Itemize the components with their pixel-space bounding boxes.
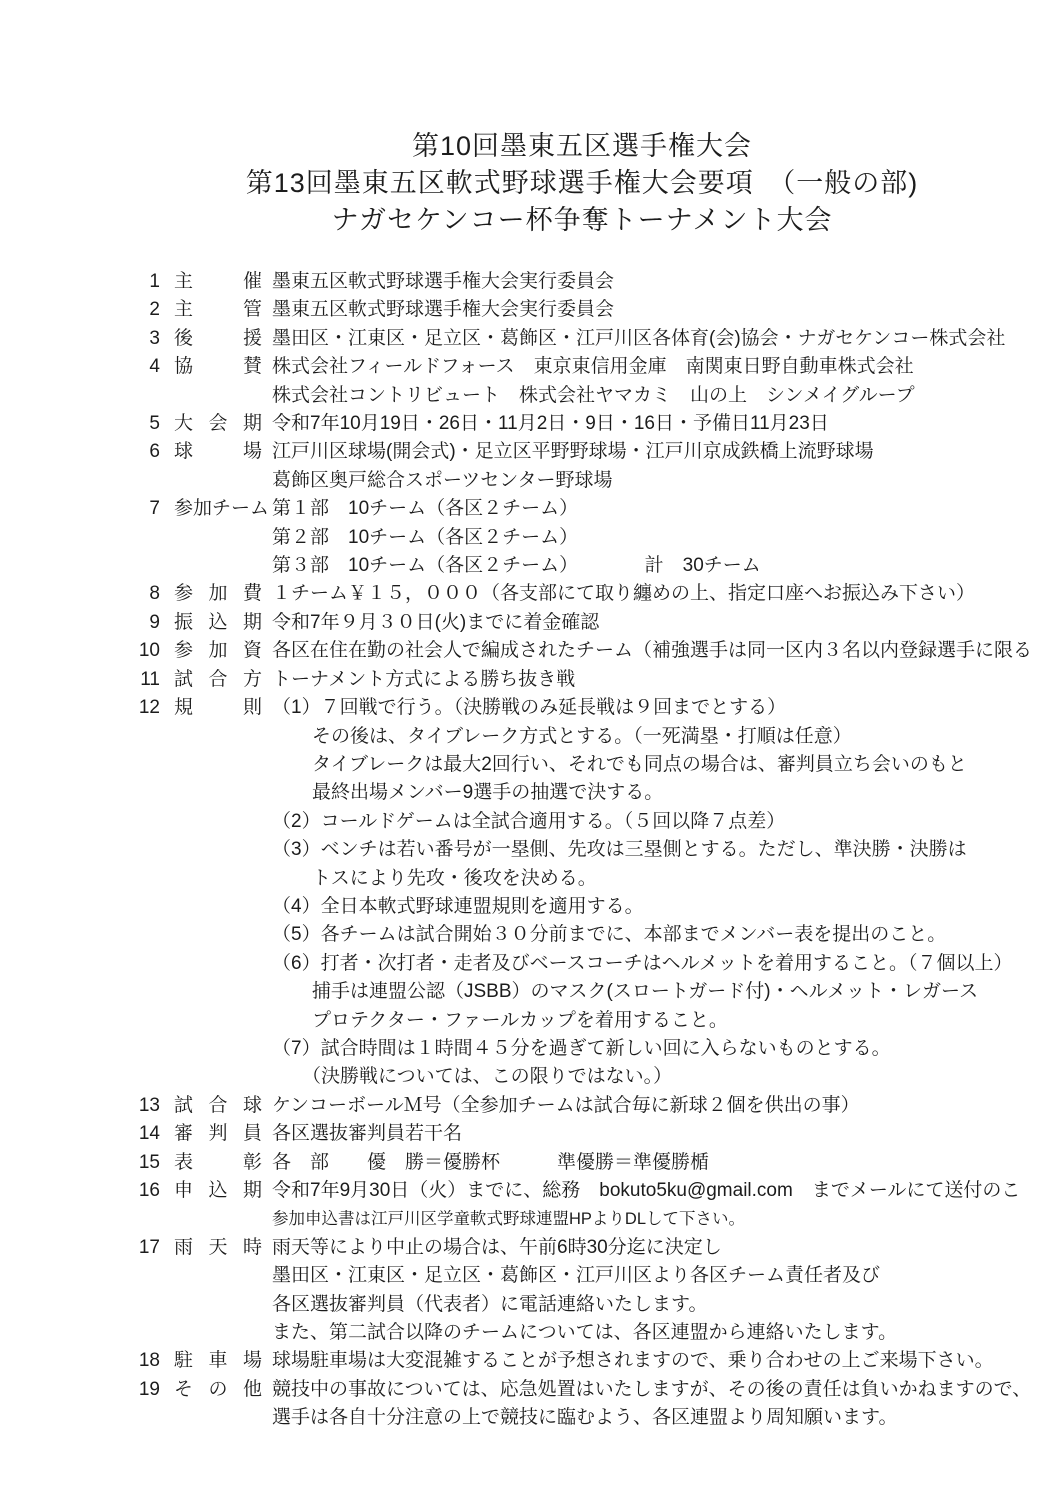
item-content (272, 666, 1042, 694)
item-line: 第２部 10チーム（各区２チーム） (272, 526, 579, 548)
item-number: 11 (140, 668, 160, 690)
item-line: （2）コールドゲームは全試合適用する。（５回以降７点差） (272, 810, 786, 832)
item-content (272, 609, 1042, 637)
item-content (272, 1234, 1042, 1348)
item-row (122, 1092, 1042, 1120)
item-line: その後は、タイブレーク方式とする。（一死満塁・打順は任意） (312, 725, 852, 747)
item-number: 10 (138, 640, 160, 662)
item-content (272, 438, 1042, 495)
item-line: また、第二試合以降のチームについては、各区連盟から連絡いたします。 (272, 1322, 898, 1344)
item-content (272, 296, 1042, 324)
item-line: （3）ベンチは若い番号が一塁側、先攻は三塁側とする。ただし、準決勝・決勝は (272, 839, 967, 861)
item-row (122, 580, 1042, 608)
item-label: 主管 (174, 299, 262, 321)
item-label: 申込期 (174, 1180, 262, 1201)
item-row (122, 325, 1042, 353)
item-number: 5 (149, 413, 160, 435)
item-content (272, 353, 1042, 410)
item-number: 12 (138, 697, 160, 719)
items-list (122, 268, 1042, 1433)
item-number: 1 (149, 271, 160, 292)
item-content (272, 637, 1042, 665)
item-number: 13 (138, 1094, 160, 1116)
item-row (122, 296, 1042, 324)
item-line: 墨田区・江東区・足立区・葛飾区・江戸川区各体育(会)協会・ナガセケンコー株式会社 (272, 327, 1006, 349)
item-label: 協賛 (174, 356, 262, 378)
item-label: 主催 (174, 271, 262, 292)
item-label: 審判員 (174, 1123, 262, 1145)
item-row (122, 438, 1042, 495)
item-content (272, 1177, 1042, 1234)
item-label: 参加費 (174, 583, 262, 605)
item-line: 第１部 10チーム（各区２チーム） (272, 498, 579, 520)
item-content (272, 1347, 1042, 1375)
item-content (272, 325, 1042, 353)
item-number: 17 (138, 1236, 160, 1258)
item-label: 参加チーム (174, 498, 270, 520)
item-line: （決勝戦については、この限りではない。） (302, 1066, 673, 1088)
item-line: 雨天等により中止の場合は、午前6時30分迄に決定し (272, 1236, 722, 1258)
item-row (122, 495, 1042, 580)
item-line: 株式会社フィールドフォース 東京東信用金庫 南関東日野自動車株式会社 (272, 356, 914, 378)
item-number: 9 (149, 611, 160, 633)
item-line: （5）各チームは試合開始３０分前までに、本部までメンバー表を提出のこと。 (272, 924, 947, 946)
item-line: 選手は各自十分注意の上で競技に臨むよう、各区連盟より周知願います。 (272, 1407, 898, 1429)
item-content (272, 1092, 1042, 1120)
item-line: 参加申込書は江戸川区学童軟式野球連盟HPよりDLして下さい。 (272, 1210, 746, 1229)
item-line: トスにより先攻・後攻を決める。 (312, 867, 597, 889)
item-number: 2 (149, 299, 160, 321)
item-row (122, 1376, 1042, 1433)
item-line: ケンコーボールＭ号（全参加チームは試合毎に新球２個を供出の事） (272, 1094, 860, 1116)
item-content (272, 1120, 1042, 1148)
item-label: 参加資 (174, 640, 262, 662)
item-label: その他 (174, 1378, 262, 1400)
document-title (122, 128, 1042, 239)
title-line-2: 第13回墨東五区軟式野球選手権大会要項 （一般の部) (245, 168, 919, 198)
item-line: （1）７回戦で行う。（決勝戦のみ延長戦は９回までとする） (272, 697, 787, 719)
item-row (122, 353, 1042, 410)
item-line: 各 部 優 勝＝優勝杯 準優勝＝準優勝楯 (272, 1151, 710, 1173)
item-line: （7）試合時間は１時間４５分を過ぎて新しい回に入らないものとする。 (272, 1037, 891, 1059)
item-line: 墨田区・江東区・足立区・葛飾区・江戸川区より各区チーム責任者及び (272, 1265, 881, 1287)
item-number: 15 (138, 1151, 160, 1173)
item-label: 駐車場 (174, 1350, 262, 1372)
item-line: 第３部 10チーム（各区２チーム） 計 30チーム (272, 555, 761, 577)
item-label: 大会期 (174, 413, 262, 435)
item-row (122, 1149, 1042, 1177)
item-content (272, 1149, 1042, 1177)
item-row (122, 637, 1042, 665)
item-line: プロテクター・ファールカップを着用すること。 (312, 1009, 728, 1031)
item-row (122, 609, 1042, 637)
item-label: 規則 (174, 697, 262, 719)
item-label: 試合球 (174, 1094, 262, 1116)
title-line-3: ナガセケンコー杯争奪トーナメント大会 (331, 205, 833, 235)
item-line: 最終出場メンバー9選手の抽選で決する。 (312, 782, 664, 804)
item-row (122, 1347, 1042, 1375)
item-line: （6）打者・次打者・走者及びベースコーチはヘルメットを着用すること。（７個以上） (272, 952, 1013, 974)
item-content (272, 1376, 1042, 1433)
item-content (272, 694, 1042, 1092)
item-label: 試合方 (174, 668, 262, 690)
item-content (272, 268, 1042, 296)
item-content (272, 495, 1042, 580)
item-line: トーナメント方式による勝ち抜き戦 (272, 668, 576, 690)
item-number: 19 (138, 1378, 160, 1400)
item-label: 球場 (174, 441, 262, 463)
item-number: 18 (138, 1350, 160, 1372)
item-line: 各区選抜審判員若干名 (272, 1123, 463, 1145)
item-number: 8 (149, 583, 160, 605)
item-label: 表彰 (174, 1151, 262, 1173)
item-line: 葛飾区奥戸総合スポーツセンター野球場 (272, 469, 613, 491)
item-line: 墨東五区軟式野球選手権大会実行委員会 (272, 271, 615, 292)
item-line: 各区選抜審判員（代表者）に電話連絡いたします。 (272, 1293, 708, 1315)
item-label: 雨天時 (174, 1236, 262, 1258)
item-line: 各区在住在勤の社会人で編成されたチーム（補強選手は同一区内３名以内登録選手に限る (272, 640, 1033, 662)
item-line: １チーム￥１５，０００（各支部にて取り纏めの上、指定口座へお振込み下さい） (272, 583, 976, 605)
item-row (122, 1177, 1042, 1234)
item-row (122, 1234, 1042, 1348)
item-row (122, 666, 1042, 694)
title-line-1: 第10回墨東五区選手権大会 (411, 131, 753, 161)
item-number: 7 (149, 498, 160, 520)
item-line: 令和7年９月３０日(火)までに着金確認 (272, 611, 600, 633)
item-line: 競技中の事故については、応急処置はいたしますが、その後の責任は負いかねますので、 (272, 1378, 1032, 1400)
item-line: タイブレークは最大2回行い、それでも同点の場合は、審判員立ち会いのもと (312, 753, 967, 775)
item-row (122, 268, 1042, 296)
item-line: 令和7年9月30日（火）までに、総務 bokuto5ku@gmail.com までメールにて送付のこ (272, 1180, 1021, 1201)
item-number: 3 (149, 327, 160, 349)
item-content (272, 580, 1042, 608)
item-row (122, 1120, 1042, 1148)
item-content (272, 410, 1042, 438)
item-line: 江戸川区球場(開会式)・足立区平野野球場・江戸川京成鉄橋上流野球場 (272, 441, 874, 463)
item-line: 株式会社コントリビュート 株式会社ヤマカミ 山の上 シンメイグループ (272, 384, 915, 406)
item-number: 4 (149, 356, 160, 378)
item-number: 14 (138, 1123, 160, 1145)
item-number: 6 (149, 441, 160, 463)
item-row (122, 410, 1042, 438)
item-label: 振込期 (174, 611, 262, 633)
item-label: 後援 (174, 327, 262, 349)
item-line: 令和7年10月19日・26日・11月2日・9日・16日・予備日11月23日 (272, 413, 829, 435)
item-number: 16 (138, 1180, 160, 1201)
item-line: 墨東五区軟式野球選手権大会実行委員会 (272, 299, 615, 321)
item-row (122, 694, 1042, 1092)
item-line: 捕手は連盟公認（JSBB）のマスク(スロートガード付)・ヘルメット・レガース (312, 981, 979, 1003)
item-line: 球場駐車場は大変混雑することが予想されますので、乗り合わせの上ご来場下さい。 (272, 1350, 994, 1372)
item-line: （4）全日本軟式野球連盟規則を適用する。 (272, 895, 644, 917)
